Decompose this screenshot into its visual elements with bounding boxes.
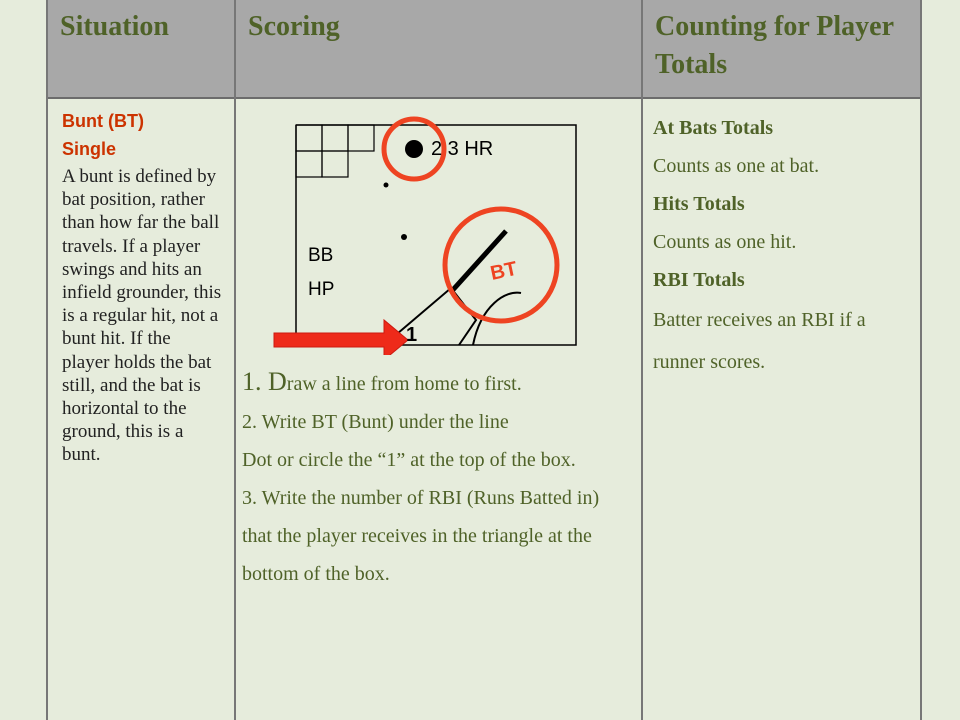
red-arrow-icon (274, 320, 408, 355)
first-base-label: 1 (406, 324, 418, 346)
bases-label: 2 3 HR (431, 138, 494, 160)
counting-cell (643, 99, 920, 720)
step-2: 2. Write BT (Bunt) under the line (242, 411, 509, 433)
step-2-detail: Dot or circle the “1” at the top of the box. (242, 449, 576, 471)
hits-title: Hits Totals (653, 193, 745, 215)
walk-label: BB (308, 245, 334, 266)
situation-cell (48, 99, 234, 720)
bunt-label: BT (488, 257, 520, 285)
step-1: 1. Draw a line from home to first. (242, 367, 522, 396)
first-base-dot (405, 140, 423, 158)
scoring-table (46, 0, 922, 720)
field-dot (401, 234, 407, 240)
ball-strike-boxes (296, 125, 374, 177)
at-bats-title: At Bats Totals (653, 117, 774, 139)
hbp-label: HP (308, 279, 335, 300)
rbi-text: Batter receives an RBI if a runner scores. (653, 309, 866, 373)
situation-subtitle: Single (62, 139, 117, 159)
scoring-cell (236, 99, 641, 720)
hits-text: Counts as one hit. (653, 231, 797, 253)
header-scoring: Scoring (248, 11, 340, 42)
scorebox-diagram (266, 105, 606, 355)
at-bats-text: Counts as one at bat. (653, 155, 820, 177)
field-dot (384, 183, 389, 188)
scoring-steps (242, 363, 634, 593)
situation-description: A bunt is defined by bat position, rather than how far the ball travels. If a player swings and hits an infield grounder, this is a regular hit, not a bunt hit. If the player holds the bat still, and the bat is horizontal to the ground, this is a bunt. (62, 166, 222, 466)
step-3: 3. Write the number of RBI (Runs Batted in) that the player receives in the triangle at the bottom of the box. (242, 487, 600, 585)
situation-title: Bunt (BT) (62, 111, 144, 131)
rbi-title: RBI Totals (653, 269, 745, 291)
header-counting: Counting for Player Totals (655, 11, 894, 80)
header-situation: Situation (60, 11, 169, 42)
